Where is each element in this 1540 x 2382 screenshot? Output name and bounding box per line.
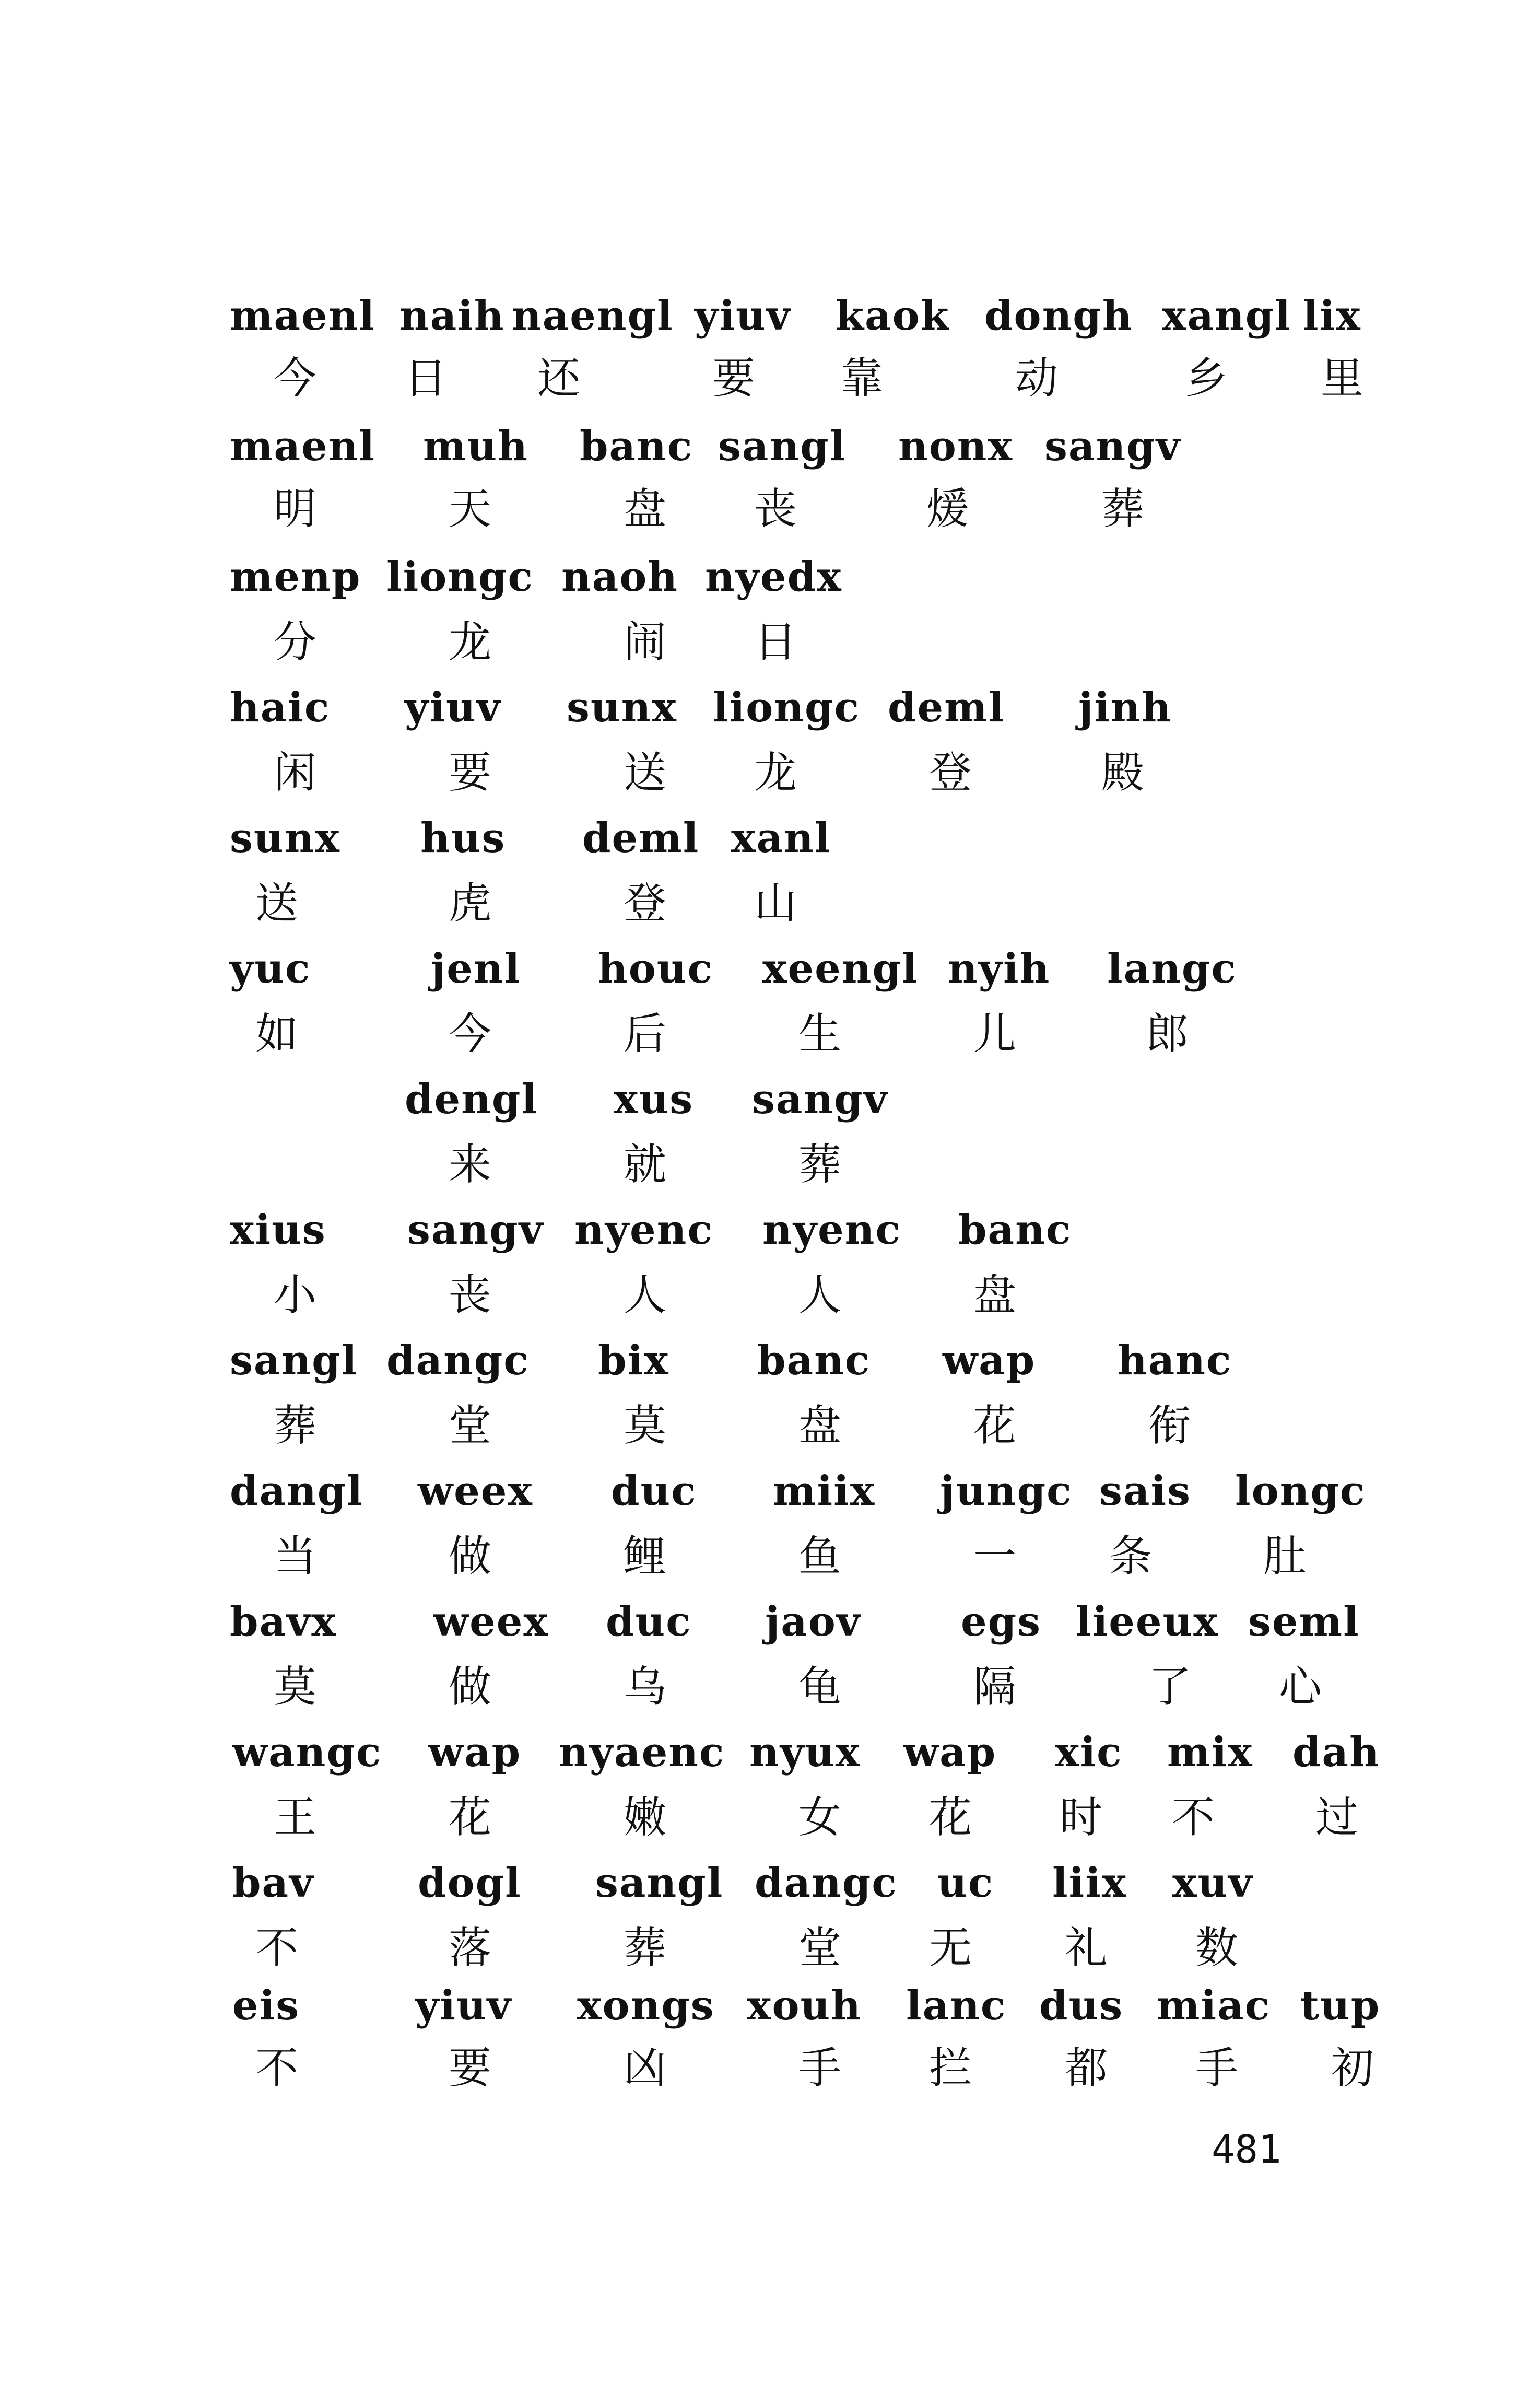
romanized-word: dengl	[405, 1076, 538, 1123]
chinese-character: 今	[448, 1009, 491, 1059]
romanized-word: liongc	[713, 684, 861, 731]
romanized-word: miix	[773, 1467, 876, 1515]
chinese-gloss-line	[0, 478, 1540, 541]
chinese-character: 送	[623, 748, 666, 798]
chinese-character: 礼	[1064, 1923, 1108, 1973]
chinese-character: 拦	[928, 2044, 972, 2093]
chinese-character: 日	[754, 617, 797, 667]
chinese-character: 葬	[273, 1401, 316, 1451]
romanized-line	[0, 415, 1540, 478]
chinese-character: 盘	[798, 1401, 841, 1451]
chinese-character: 小	[273, 1270, 316, 1320]
romanized-word: xeengl	[762, 945, 919, 992]
chinese-character: 衔	[1148, 1401, 1191, 1451]
romanized-word: xongs	[577, 1982, 715, 2029]
romanized-line	[0, 285, 1540, 347]
chinese-character: 就	[623, 1140, 666, 1189]
romanized-word: longc	[1235, 1467, 1366, 1515]
chinese-character: 葬	[623, 1923, 666, 1973]
romanized-word: nyenc	[762, 1206, 901, 1254]
romanized-word: xus	[614, 1076, 694, 1123]
romanized-word: yiuv	[405, 684, 501, 731]
chinese-character: 堂	[798, 1923, 841, 1973]
chinese-character: 丧	[448, 1270, 491, 1320]
chinese-gloss-line	[0, 1786, 1540, 1849]
page-number: 481	[1212, 2127, 1282, 2172]
chinese-character: 今	[273, 354, 316, 403]
romanized-line	[0, 1852, 1540, 1914]
romanized-word: lix	[1303, 292, 1361, 340]
chinese-character: 王	[273, 1793, 316, 1842]
chinese-character: 凶	[623, 2044, 666, 2093]
chinese-character: 乌	[623, 1662, 666, 1712]
romanized-word: weex	[433, 1598, 549, 1645]
chinese-character: 无	[928, 1923, 972, 1973]
romanized-word: nyux	[749, 1729, 861, 1776]
chinese-character: 花	[928, 1793, 972, 1842]
chinese-character: 虎	[448, 879, 491, 928]
chinese-gloss-line	[0, 1395, 1540, 1457]
romanized-word: nyenc	[574, 1206, 713, 1254]
romanized-word: xanl	[731, 814, 831, 862]
romanized-word: seml	[1248, 1598, 1360, 1645]
romanized-word: sunx	[230, 814, 340, 862]
romanized-word: sangl	[595, 1859, 724, 1907]
romanized-line	[0, 1591, 1540, 1653]
romanized-word: xic	[1055, 1729, 1123, 1776]
romanized-line	[0, 1975, 1540, 2037]
romanized-line	[0, 1721, 1540, 1784]
chinese-gloss-line	[0, 2037, 1540, 2100]
chinese-character: 日	[404, 354, 447, 403]
romanized-word: bavx	[230, 1598, 337, 1645]
chinese-character: 人	[623, 1270, 666, 1320]
romanized-word: banc	[757, 1337, 871, 1384]
chinese-character: 龙	[448, 617, 491, 667]
romanized-line	[0, 807, 1540, 870]
romanized-word: banc	[580, 423, 693, 470]
chinese-character: 隔	[973, 1662, 1016, 1712]
romanized-word: haic	[230, 684, 331, 731]
romanized-line	[0, 546, 1540, 609]
romanized-word: mix	[1167, 1729, 1253, 1776]
romanized-word: wangc	[232, 1729, 382, 1776]
romanized-word: duc	[611, 1467, 697, 1515]
chinese-character: 鱼	[798, 1532, 841, 1581]
chinese-character: 盘	[973, 1270, 1016, 1320]
chinese-character: 莫	[273, 1662, 316, 1712]
romanized-word: jaov	[765, 1598, 862, 1645]
romanized-word: houc	[598, 945, 713, 992]
chinese-character: 乡	[1184, 354, 1228, 403]
chinese-gloss-line	[0, 1917, 1540, 1980]
romanized-word: sangl	[718, 423, 847, 470]
chinese-character: 心	[1278, 1662, 1322, 1712]
romanized-word: nyih	[948, 945, 1051, 992]
chinese-character: 葬	[798, 1140, 841, 1189]
romanized-word: tup	[1300, 1982, 1381, 2029]
romanized-word: nyedx	[705, 553, 842, 601]
romanized-word: bix	[598, 1337, 669, 1384]
chinese-character: 都	[1064, 2044, 1108, 2093]
romanized-word: dangl	[230, 1467, 363, 1515]
chinese-character: 堂	[448, 1401, 491, 1451]
chinese-character: 手	[1195, 2044, 1238, 2093]
romanized-word: yiuv	[695, 292, 791, 340]
chinese-character: 落	[448, 1923, 491, 1973]
romanized-word: liix	[1052, 1859, 1127, 1907]
chinese-character: 丧	[754, 484, 797, 534]
romanized-word: sunx	[567, 684, 677, 731]
chinese-character: 当	[273, 1532, 316, 1581]
chinese-character: 分	[273, 617, 316, 667]
chinese-character: 条	[1109, 1532, 1152, 1581]
romanized-word: sangv	[407, 1206, 544, 1254]
romanized-word: menp	[230, 553, 361, 601]
romanized-word: dangc	[386, 1337, 530, 1384]
chinese-character: 如	[255, 1009, 298, 1059]
chinese-character: 做	[448, 1532, 491, 1581]
chinese-character: 登	[928, 748, 972, 798]
romanized-word: naih	[399, 292, 505, 340]
romanized-word: maenl	[230, 423, 376, 470]
chinese-gloss-line	[0, 1525, 1540, 1588]
chinese-character: 时	[1059, 1793, 1102, 1842]
romanized-line	[0, 1068, 1540, 1131]
romanized-word: liongc	[386, 553, 534, 601]
chinese-character: 靠	[840, 354, 883, 403]
romanized-word: yuc	[230, 945, 311, 992]
romanized-word: naengl	[512, 292, 674, 340]
chinese-gloss-line	[0, 1003, 1540, 1066]
chinese-character: 了	[1148, 1662, 1191, 1712]
chinese-character: 郎	[1145, 1009, 1189, 1059]
chinese-character: 要	[448, 2044, 491, 2093]
romanized-word: xouh	[747, 1982, 862, 2029]
chinese-gloss-line	[0, 611, 1540, 674]
romanized-word: uc	[937, 1859, 994, 1907]
chinese-character: 还	[537, 354, 580, 403]
chinese-character: 数	[1195, 1923, 1238, 1973]
chinese-character: 肚	[1263, 1532, 1306, 1581]
romanized-word: yiuv	[415, 1982, 512, 2029]
chinese-character: 煖	[926, 484, 969, 534]
romanized-word: dah	[1292, 1729, 1380, 1776]
romanized-word: maenl	[230, 292, 376, 340]
romanized-word: deml	[582, 814, 700, 862]
chinese-character: 天	[448, 484, 491, 534]
romanized-line	[0, 938, 1540, 1000]
chinese-character: 一	[973, 1532, 1016, 1581]
chinese-character: 儿	[973, 1009, 1016, 1059]
romanized-word: jenl	[431, 945, 521, 992]
chinese-gloss-line	[0, 1656, 1540, 1719]
romanized-word: nyaenc	[559, 1729, 725, 1776]
chinese-character: 送	[255, 879, 298, 928]
romanized-word: muh	[423, 423, 528, 470]
chinese-character: 登	[623, 879, 666, 928]
chinese-character: 不	[255, 2044, 298, 2093]
chinese-character: 龟	[798, 1662, 841, 1712]
chinese-character: 生	[798, 1009, 841, 1059]
chinese-gloss-line	[0, 872, 1540, 935]
chinese-gloss-line	[0, 742, 1540, 804]
chinese-character: 嫩	[623, 1793, 666, 1842]
chinese-character: 龙	[754, 748, 797, 798]
chinese-character: 花	[973, 1401, 1016, 1451]
romanized-word: bav	[232, 1859, 314, 1907]
chinese-character: 花	[448, 1793, 491, 1842]
romanized-word: deml	[888, 684, 1005, 731]
romanized-word: jungc	[940, 1467, 1073, 1515]
chinese-character: 手	[798, 2044, 841, 2093]
chinese-character: 闹	[623, 617, 666, 667]
chinese-character: 不	[255, 1923, 298, 1973]
chinese-character: 殿	[1101, 748, 1144, 798]
romanized-word: xangl	[1162, 292, 1291, 340]
romanized-word: xius	[230, 1206, 326, 1254]
romanized-word: miac	[1157, 1982, 1271, 2029]
chinese-character: 山	[754, 879, 797, 928]
chinese-character: 后	[623, 1009, 666, 1059]
chinese-character: 要	[712, 354, 755, 403]
romanized-word: hanc	[1118, 1337, 1232, 1384]
chinese-character: 初	[1331, 2044, 1374, 2093]
chinese-character: 葬	[1101, 484, 1144, 534]
romanized-word: egs	[961, 1598, 1042, 1645]
romanized-word: lanc	[906, 1982, 1007, 2029]
chinese-character: 人	[798, 1270, 841, 1320]
chinese-character: 鲤	[623, 1532, 666, 1581]
romanized-word: wap	[903, 1729, 997, 1776]
romanized-word: langc	[1107, 945, 1237, 992]
romanized-word: dangc	[755, 1859, 898, 1907]
chinese-character: 里	[1320, 354, 1363, 403]
romanized-word: nonx	[898, 423, 1013, 470]
chinese-character: 女	[798, 1793, 841, 1842]
chinese-character: 过	[1315, 1793, 1358, 1842]
chinese-gloss-line	[0, 1264, 1540, 1327]
romanized-word: dogl	[418, 1859, 522, 1907]
romanized-word: kaok	[836, 292, 950, 340]
chinese-gloss-line	[0, 1134, 1540, 1196]
chinese-character: 盘	[623, 484, 666, 534]
romanized-word: sangv	[752, 1076, 889, 1123]
romanized-word: wap	[943, 1337, 1036, 1384]
romanized-word: banc	[958, 1206, 1072, 1254]
romanized-line	[0, 1329, 1540, 1392]
chinese-character: 做	[448, 1662, 491, 1712]
romanized-line	[0, 1460, 1540, 1523]
chinese-character: 来	[448, 1140, 491, 1189]
romanized-word: eis	[232, 1982, 300, 2029]
romanized-word: duc	[606, 1598, 692, 1645]
chinese-character: 不	[1171, 1793, 1215, 1842]
chinese-character: 闲	[273, 748, 316, 798]
romanized-word: jinh	[1078, 684, 1172, 731]
romanized-word: wap	[428, 1729, 522, 1776]
romanized-word: xuv	[1172, 1859, 1253, 1907]
romanized-line	[0, 1199, 1540, 1262]
romanized-word: sangv	[1044, 423, 1181, 470]
chinese-character: 动	[1015, 354, 1058, 403]
chinese-character: 莫	[623, 1401, 666, 1451]
chinese-character: 明	[273, 484, 316, 534]
romanized-word: sangl	[230, 1337, 358, 1384]
romanized-word: hus	[420, 814, 506, 862]
romanized-word: naoh	[561, 553, 678, 601]
chinese-gloss-line	[0, 347, 1540, 410]
romanized-word: dongh	[984, 292, 1133, 340]
romanized-word: weex	[418, 1467, 533, 1515]
romanized-word: lieeux	[1076, 1598, 1219, 1645]
romanized-word: dus	[1039, 1982, 1124, 2029]
romanized-word: sais	[1099, 1467, 1191, 1515]
romanized-line	[0, 676, 1540, 739]
chinese-character: 要	[448, 748, 491, 798]
